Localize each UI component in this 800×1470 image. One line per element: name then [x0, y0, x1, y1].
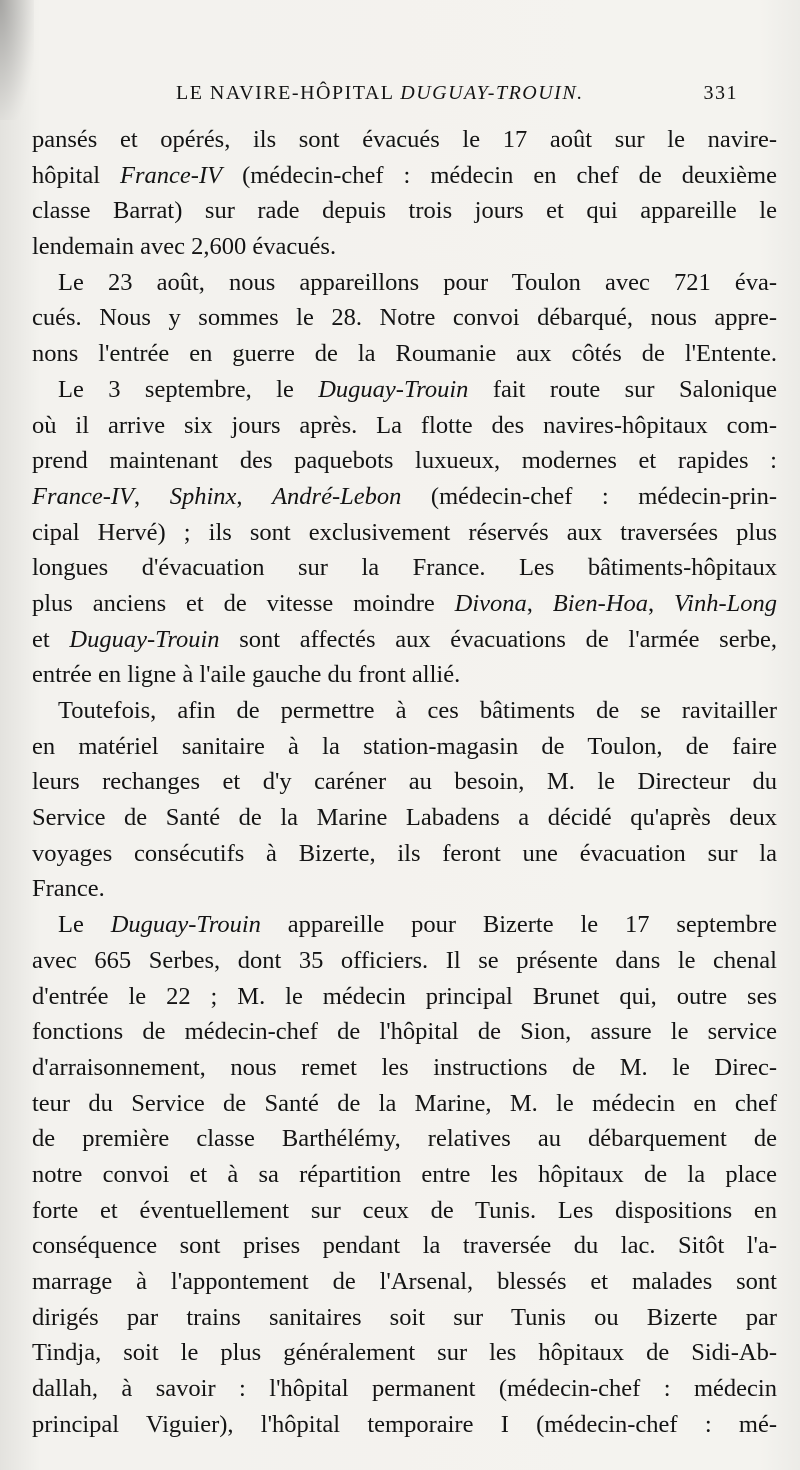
text-segment: nons l'entrée en guerre de la Roumanie aux côtés de l'Entente.: [32, 340, 777, 368]
text-segment: dirigés par trains sanitaires soit sur Tunis ou Bizerte par: [32, 1303, 777, 1331]
text-line: [32, 657, 777, 693]
italic-text: Duguay-Trouin: [318, 375, 469, 403]
italic-text: France-IV: [120, 161, 223, 189]
text-line: [32, 1014, 777, 1050]
text-line: [32, 836, 777, 872]
text-segment: dallah, à savoir : l'hôpital permanent (médecin-chef : médecin: [32, 1375, 777, 1403]
running-title-prefix: LE NAVIRE-HÔPITAL: [176, 82, 401, 104]
page-edge-shadow: [0, 0, 34, 120]
text-line: [32, 764, 777, 800]
text-line: [32, 907, 777, 943]
running-title: [176, 82, 584, 105]
italic-text: Vinh-Long: [674, 589, 778, 617]
text-segment: classe Barrat) sur rade depuis trois jours et qui appareille le: [32, 197, 777, 225]
text-segment: marrage à l'appontement de l'Arsenal, blessés et malades sont: [32, 1268, 777, 1295]
text-segment: ,: [526, 589, 553, 617]
text-segment: pansés et opérés, ils sont évacués le 17 août sur le navire-: [32, 126, 777, 153]
text-segment: Le: [58, 911, 111, 939]
italic-text: Duguay-Trouin: [69, 625, 220, 653]
text-line: [32, 1050, 777, 1086]
italic-text: France-IV: [32, 482, 135, 510]
text-segment: ,: [236, 482, 273, 510]
text-segment: entrée en ligne à l'aile gauche du front allié.: [32, 661, 461, 689]
text-line: [32, 1086, 777, 1122]
text-segment: où il arrive six jours après. La flotte des navires-hôpitaux com-: [32, 411, 777, 439]
text-segment: prend maintenant des paquebots luxueux, modernes et rapides :: [32, 447, 777, 475]
body-text: [32, 122, 777, 1442]
italic-text: Sphinx: [169, 482, 237, 510]
text-segment: appareille pour Bizerte le 17 septembre: [260, 911, 777, 939]
text-line: [32, 372, 777, 408]
text-line: [32, 622, 777, 658]
text-segment: principal Viguier), l'hôpital temporaire I (médecin-chef : mé-: [32, 1410, 777, 1438]
text-line: [32, 122, 777, 158]
text-segment: Tindja, soit le plus généralement sur les hôpitaux de Sidi-Ab-: [32, 1339, 777, 1367]
text-segment: ,: [134, 482, 170, 510]
text-segment: (médecin-chef : médecin-prin-: [401, 482, 778, 510]
text-line: [32, 1228, 777, 1264]
text-line: [32, 479, 777, 515]
text-segment: Service de Santé de la Marine Labadens a décidé qu'après deux: [32, 804, 777, 832]
running-head: [176, 82, 736, 112]
text-line: [32, 1121, 777, 1157]
text-segment: fonctions de médecin-chef de l'hôpital de Sion, assure le service: [32, 1018, 777, 1046]
text-line: [32, 1335, 777, 1371]
text-line: [32, 515, 777, 551]
text-segment: d'entrée le 22 ; M. le médecin principal Brunet qui, outre ses: [32, 982, 777, 1010]
text-segment: ,: [648, 589, 675, 617]
text-segment: Le 23 août, nous appareillons pour Toulon avec 721 éva-: [58, 268, 777, 296]
text-line: [32, 408, 777, 444]
text-segment: lendemain avec 2,600 évacués.: [32, 233, 337, 261]
text-segment: et: [32, 625, 70, 653]
text-segment: longues d'évacuation sur la France. Les bâtiments-hôpitaux: [32, 554, 777, 582]
text-segment: cipal Hervé) ; ils sont exclusivement réservés aux traversées plus: [32, 518, 777, 546]
text-segment: cués. Nous y sommes le 28. Notre convoi débarqué, nous appre-: [32, 304, 777, 332]
text-segment: hôpital: [32, 161, 121, 189]
italic-text: Duguay-Trouin: [110, 911, 261, 939]
text-segment: fait route sur Salonique: [468, 375, 777, 403]
text-segment: (médecin-chef : médecin en chef de deuxième: [222, 161, 777, 189]
text-line: [32, 693, 777, 729]
text-segment: forte et éventuellement sur ceux de Tunis. Les dispositions en: [32, 1196, 777, 1224]
italic-text: Divona: [454, 589, 527, 617]
text-line: [32, 871, 777, 907]
text-segment: notre convoi et à sa répartition entre les hôpitaux de la place: [32, 1160, 777, 1188]
page-number: 331: [703, 82, 738, 104]
text-line: [32, 800, 777, 836]
text-segment: plus anciens et de vitesse moindre: [32, 589, 455, 617]
text-line: [32, 158, 777, 194]
text-segment: voyages consécutifs à Bizerte, ils feront une évacuation sur la: [32, 839, 777, 867]
text-segment: teur du Service de Santé de la Marine, M. le médecin en chef: [32, 1089, 777, 1117]
text-line: [32, 979, 777, 1015]
italic-text: André-Lebon: [272, 482, 402, 510]
text-segment: de première classe Barthélémy, relatives au débarquement de: [32, 1125, 777, 1153]
text-line: [32, 193, 777, 229]
text-line: [32, 443, 777, 479]
text-segment: d'arraisonnement, nous remet les instructions de M. le Direc-: [32, 1053, 777, 1081]
text-segment: Le 3 septembre, le: [58, 375, 319, 403]
text-line: [32, 550, 777, 586]
text-segment: leurs rechanges et d'y caréner au besoin, M. le Directeur du: [32, 768, 777, 796]
text-line: [32, 1300, 777, 1336]
text-line: [32, 1371, 777, 1407]
text-line: [32, 729, 777, 765]
text-line: [32, 265, 777, 301]
text-line: [32, 1157, 777, 1193]
text-segment: sont affectés aux évacuations de l'armée serbe,: [219, 625, 777, 653]
text-segment: France.: [32, 875, 105, 903]
text-line: [32, 1407, 777, 1443]
text-line: [32, 229, 777, 265]
text-line: [32, 1264, 777, 1300]
text-segment: en matériel sanitaire à la station-magasin de Toulon, de faire: [32, 732, 777, 760]
text-line: [32, 1193, 777, 1229]
text-segment: Toutefois, afin de permettre à ces bâtiments de se ravitailler: [58, 697, 777, 724]
text-line: [32, 943, 777, 979]
text-line: [32, 336, 777, 372]
italic-text: Bien-Hoa: [552, 589, 649, 617]
text-line: [32, 586, 777, 622]
text-line: [32, 300, 777, 336]
text-segment: conséquence sont prises pendant la traversée du lac. Sitôt l'a-: [32, 1232, 777, 1260]
running-title-ship: DUGUAY-TROUIN.: [400, 82, 584, 104]
text-segment: avec 665 Serbes, dont 35 officiers. Il se présente dans le chenal: [32, 946, 777, 974]
